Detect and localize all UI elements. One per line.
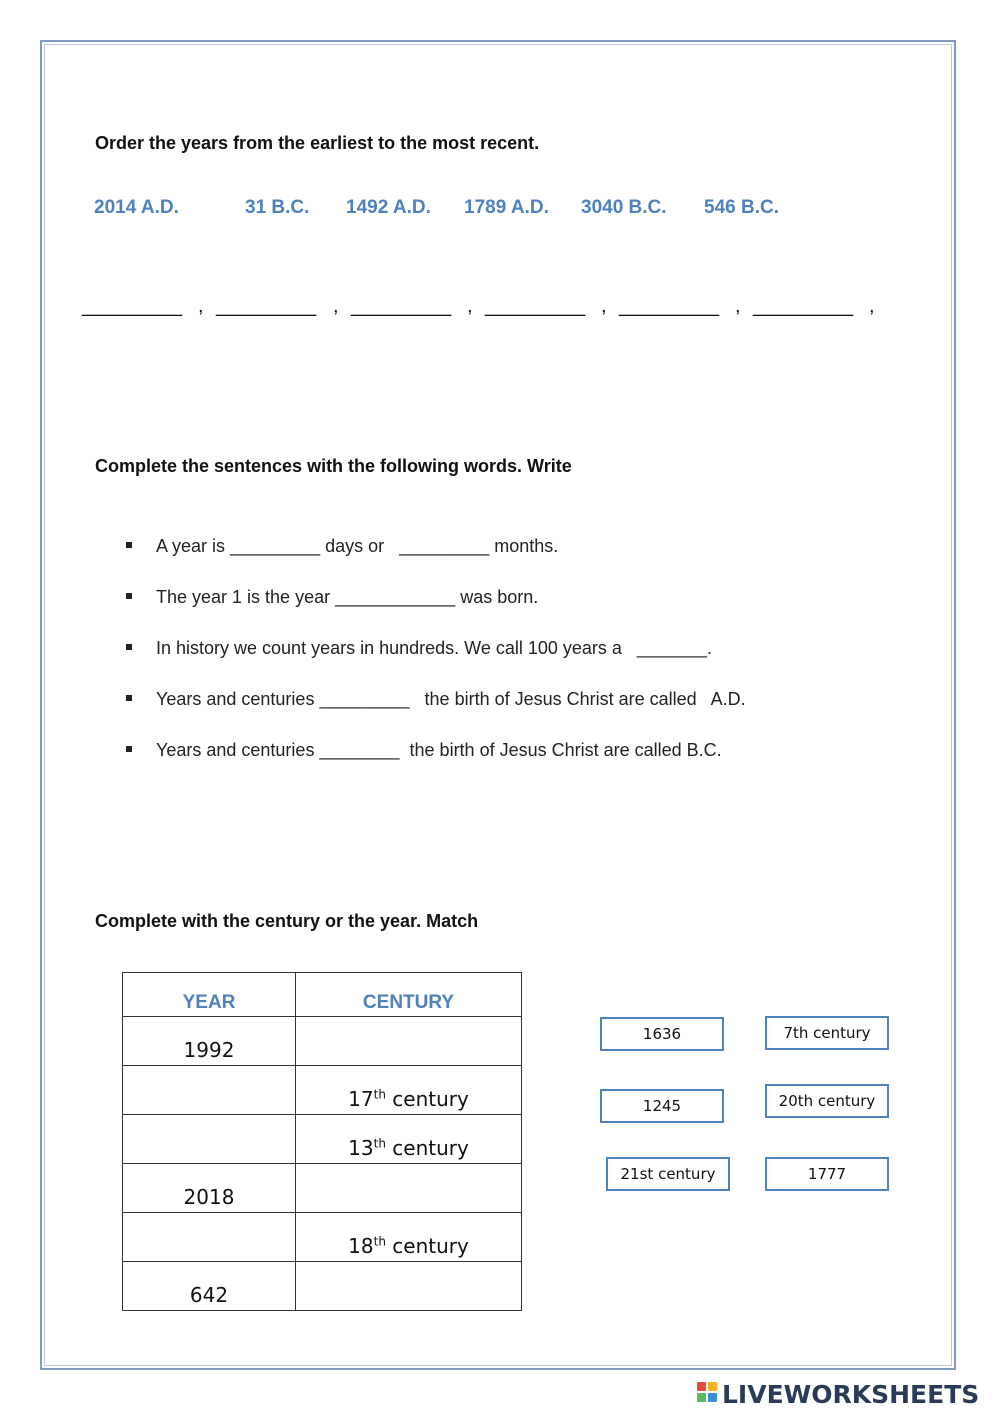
logo-squares-icon xyxy=(697,1382,719,1406)
year-column-header: YEAR xyxy=(123,973,296,1017)
year-cell[interactable] xyxy=(123,1213,296,1262)
sentence-item[interactable] xyxy=(126,638,746,689)
answer-blank[interactable]: _________ xyxy=(485,295,586,317)
year-cell[interactable]: 642 xyxy=(123,1262,296,1311)
sentence-item[interactable] xyxy=(126,587,746,638)
ordinal-suffix: th xyxy=(373,1087,386,1102)
match-box[interactable]: 20th century xyxy=(765,1084,889,1118)
answer-blank[interactable]: _________ xyxy=(619,295,720,317)
liveworksheets-logo xyxy=(697,1379,979,1409)
table-row xyxy=(123,1262,522,1311)
ordinal-suffix: th xyxy=(373,1136,386,1151)
table-row xyxy=(123,1066,522,1115)
match-box[interactable]: 1245 xyxy=(600,1089,724,1123)
sentence-text: A year is _________ days or _________ months. xyxy=(156,536,559,556)
century-table xyxy=(122,972,522,1311)
sentences-heading: Complete the sentences with the following words. Write xyxy=(95,456,572,476)
century-word: century xyxy=(385,1136,469,1160)
century-column-header: CENTURY xyxy=(296,973,522,1017)
separator-comma: , xyxy=(735,295,741,317)
bullet-square-icon xyxy=(126,542,132,548)
century-cell[interactable] xyxy=(296,1115,522,1164)
year-item[interactable]: 1492 A.D. xyxy=(346,197,431,218)
century-number: 13 xyxy=(348,1136,374,1160)
year-item[interactable]: 31 B.C. xyxy=(245,197,310,218)
logo-text: LIVEWORKSHEETS xyxy=(722,1379,980,1409)
bullet-square-icon xyxy=(126,695,132,701)
sentence-item[interactable] xyxy=(126,536,746,587)
sentence-item[interactable] xyxy=(126,740,746,791)
match-box[interactable]: 1636 xyxy=(600,1017,724,1051)
match-box[interactable]: 21st century xyxy=(606,1157,730,1191)
table-row xyxy=(123,1213,522,1262)
century-number: 17 xyxy=(348,1087,374,1111)
century-cell[interactable] xyxy=(296,1213,522,1262)
century-word: century xyxy=(385,1087,469,1111)
order-heading: Order the years from the earliest to the most recent. xyxy=(95,133,540,153)
match-box[interactable]: 1777 xyxy=(765,1157,889,1191)
bullet-square-icon xyxy=(126,593,132,599)
ordinal-suffix: th xyxy=(373,1234,386,1249)
century-cell[interactable] xyxy=(296,1066,522,1115)
sentence-text: In history we count years in hundreds. We call 100 years a _______. xyxy=(156,638,712,658)
year-item[interactable]: 2014 A.D. xyxy=(94,197,179,218)
year-cell[interactable]: 1992 xyxy=(123,1017,296,1066)
separator-comma: , xyxy=(333,295,339,317)
year-item[interactable]: 3040 B.C. xyxy=(581,197,667,218)
answer-blank[interactable]: _________ xyxy=(216,295,317,317)
year-cell[interactable]: 2018 xyxy=(123,1164,296,1213)
sentence-list xyxy=(126,536,746,791)
separator-comma: , xyxy=(467,295,473,317)
century-cell[interactable] xyxy=(296,1164,522,1213)
answer-blank[interactable]: _________ xyxy=(753,295,854,317)
century-cell[interactable] xyxy=(296,1262,522,1311)
separator-comma: , xyxy=(601,295,607,317)
table-row xyxy=(123,1017,522,1066)
sentence-item[interactable] xyxy=(126,689,746,740)
century-word: century xyxy=(385,1234,469,1258)
separator-comma: , xyxy=(869,295,875,317)
match-box[interactable]: 7th century xyxy=(765,1016,889,1050)
year-item[interactable]: 1789 A.D. xyxy=(464,197,549,218)
sentence-text: Years and centuries _________ the birth of Jesus Christ are called A.D. xyxy=(156,689,746,709)
century-number: 18 xyxy=(348,1234,374,1258)
sentence-text: The year 1 is the year ____________ was born. xyxy=(156,587,539,607)
table-row xyxy=(123,1115,522,1164)
bullet-square-icon xyxy=(126,644,132,650)
sentence-text: Years and centuries ________ the birth of Jesus Christ are called B.C. xyxy=(156,740,722,760)
year-cell[interactable] xyxy=(123,1066,296,1115)
bullet-square-icon xyxy=(126,746,132,752)
year-cell[interactable] xyxy=(123,1115,296,1164)
year-item[interactable]: 546 B.C. xyxy=(704,197,779,218)
answer-blank[interactable]: _________ xyxy=(351,295,452,317)
century-cell[interactable] xyxy=(296,1017,522,1066)
answer-blank[interactable]: _________ xyxy=(82,295,183,317)
table-row xyxy=(123,1164,522,1213)
match-heading: Complete with the century or the year. Match xyxy=(95,911,479,931)
separator-comma: , xyxy=(198,295,204,317)
